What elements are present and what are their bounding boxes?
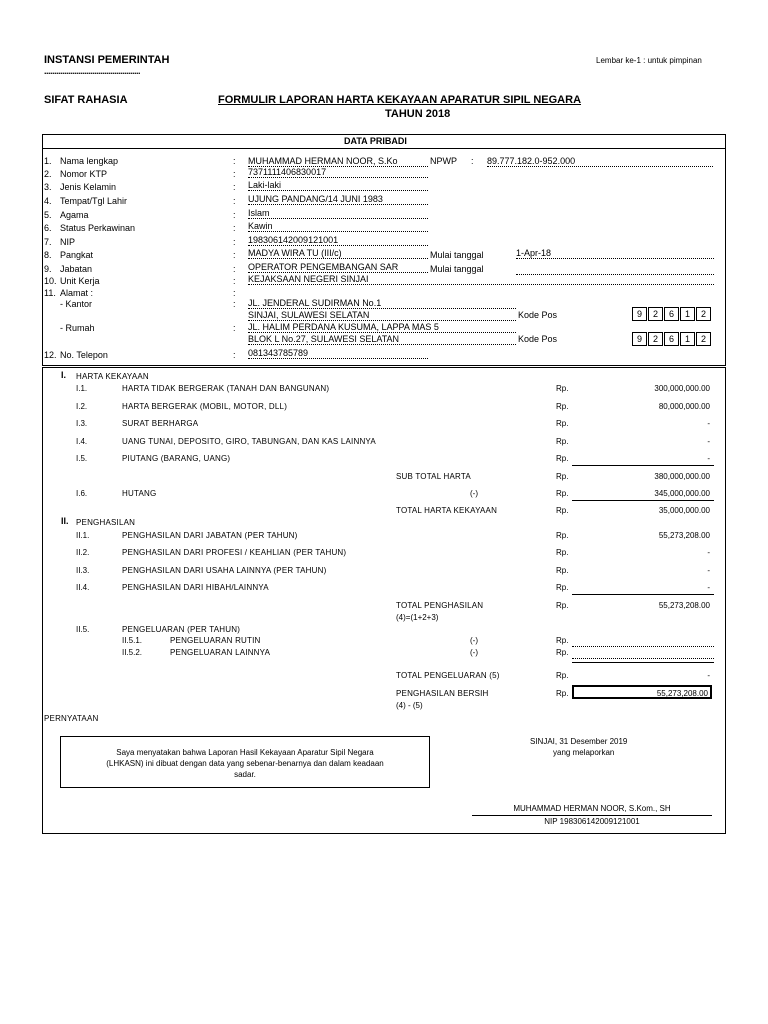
signer-name: MUHAMMAD HERMAN NOOR, S.Kom., SH — [513, 804, 671, 813]
form-title: FORMULIR LAPORAN HARTA KEKAYAAN APARATUR SIPIL NEGARA — [218, 94, 582, 106]
minus-sign: (-) — [470, 648, 478, 657]
row-value-religion: Islam — [248, 208, 428, 219]
total-expense-label: TOTAL PENGELUARAN (5) — [396, 671, 500, 680]
debt-no: I.6. — [76, 489, 88, 498]
secrecy-label: SIFAT RAHASIA — [44, 94, 128, 106]
postal-digit: 2 — [696, 332, 711, 346]
currency: Rp. — [556, 489, 569, 498]
net-income-label: PENGHASILAN BERSIH — [396, 689, 489, 698]
postal-digit: 1 — [680, 307, 695, 321]
row-colon: : — [233, 276, 236, 286]
sum-line — [572, 465, 714, 466]
signer-nip: NIP 198306142009121001 — [544, 817, 640, 826]
row-colon: : — [233, 288, 236, 298]
phone-value: 081343785789 — [248, 348, 428, 359]
row-value-name: MUHAMMAD HERMAN NOOR, S.Ko — [248, 156, 428, 167]
statement-line: Saya menyatakan bahwa Laporan Hasil Kekayaan Aparatur Sipil Negara — [116, 748, 374, 757]
asset-no: I.4. — [76, 437, 88, 446]
personal-section-title: DATA PRIBADI — [344, 136, 407, 146]
office-label: - Kantor — [60, 299, 93, 309]
currency: Rp. — [556, 689, 569, 698]
sum-line — [572, 662, 714, 663]
place-date: SINJAI, 31 Desember 2019 — [530, 737, 628, 746]
currency: Rp. — [556, 636, 569, 645]
asset-amount: - — [707, 419, 710, 428]
income-amount: - — [707, 548, 710, 557]
net-income-formula: (4) - (5) — [396, 701, 423, 710]
npwp-colon: : — [471, 156, 474, 166]
income-label: PENGHASILAN DARI USAHA LAINNYA (PER TAHUN) — [122, 566, 327, 575]
row-label: Tempat/Tgl Lahir — [60, 196, 128, 206]
row-no: 11. — [44, 288, 56, 298]
row-value-gender: Laki-laki — [248, 180, 428, 191]
asset-label: HARTA BERGERAK (MOBIL, MOTOR, DLL) — [122, 402, 288, 411]
income-label: PENGHASILAN DARI HIBAH/LAINNYA — [122, 583, 269, 592]
section-title-income: PENGHASILAN — [76, 518, 136, 527]
row-no: 12. — [44, 350, 57, 360]
row-no: 5. — [44, 210, 52, 220]
office-postal-label: Kode Pos — [518, 310, 558, 320]
sheet-note: Lembar ke-1 : untuk pimpinan — [596, 56, 702, 65]
npwp-label: NPWP — [430, 156, 457, 166]
row-colon: : — [233, 210, 236, 220]
currency: Rp. — [556, 506, 569, 515]
currency: Rp. — [556, 454, 569, 463]
asset-amount: 300,000,000.00 — [654, 384, 710, 393]
row-no: 4. — [44, 196, 52, 206]
expense-item-no: II.5.1. — [122, 636, 143, 645]
subtotal-amount: 380,000,000.00 — [654, 472, 710, 481]
sum-line — [572, 500, 714, 501]
postal-digit: 2 — [648, 332, 663, 346]
total-assets-label: TOTAL HARTA KEKAYAAN — [396, 506, 498, 515]
postal-digit: 9 — [632, 332, 647, 346]
agency-name: INSTANSI PEMERINTAH — [44, 54, 170, 66]
npwp-value: 89.777.182.0-952.000 — [487, 156, 713, 167]
section-number: I. — [61, 370, 67, 380]
expense-no: II.5. — [76, 625, 90, 634]
form-year: TAHUN 2018 — [385, 108, 451, 120]
total-income-label: TOTAL PENGHASILAN — [396, 601, 484, 610]
home-address-line1: JL. HALIM PERDANA KUSUMA, LAPPA MAS 5 — [248, 322, 516, 333]
asset-label: SURAT BERHARGA — [122, 419, 199, 428]
asset-label: PIUTANG (BARANG, UANG) — [122, 454, 231, 463]
asset-no: I.3. — [76, 419, 88, 428]
total-income-formula: (4)=(1+2+3) — [396, 613, 439, 622]
expense-title: PENGELUARAN (PER TAHUN) — [122, 625, 241, 634]
row-label: Alamat : — [60, 288, 94, 298]
home-colon: : — [233, 323, 236, 333]
net-income-amount: 55,273,208.00 — [572, 685, 712, 699]
row-label: Jenis Kelamin — [60, 182, 117, 192]
currency: Rp. — [556, 648, 569, 657]
row-label: Unit Kerja — [60, 276, 100, 286]
currency: Rp. — [556, 384, 569, 393]
row-value-position: OPERATOR PENGEMBANGAN SAR — [248, 262, 428, 273]
office-colon: : — [233, 299, 236, 309]
income-amount: - — [707, 583, 710, 592]
postal-digit: 6 — [664, 307, 679, 321]
row-value-unit: KEJAKSAAN NEGERI SINJAI — [248, 274, 714, 285]
row-colon: : — [233, 250, 236, 260]
postal-digit: 2 — [696, 307, 711, 321]
asset-amount: - — [707, 437, 710, 446]
income-no: II.2. — [76, 548, 90, 557]
row-colon: : — [233, 196, 236, 206]
rank-since-label: Mulai tanggal — [430, 250, 484, 260]
row-colon: : — [233, 264, 236, 274]
rank-since-value: 1-Apr-18 — [516, 248, 714, 259]
row-colon: : — [233, 237, 236, 247]
total-expense-amount: - — [707, 671, 710, 680]
currency: Rp. — [556, 402, 569, 411]
currency: Rp. — [556, 548, 569, 557]
income-label: PENGHASILAN DARI PROFESI / KEAHLIAN (PER TAHUN) — [122, 548, 347, 557]
row-value-nip: 198306142009121001 — [248, 235, 428, 246]
currency: Rp. — [556, 472, 569, 481]
minus-sign: (-) — [470, 636, 478, 645]
row-value-marital: Kawin — [248, 221, 428, 232]
asset-no: I.2. — [76, 402, 88, 411]
row-no: 6. — [44, 223, 52, 233]
row-label: Nama lengkap — [60, 156, 119, 166]
row-no: 9. — [44, 264, 52, 274]
statement-line: (LHKASN) ini dibuat dengan data yang sebenar-benarnya dan dalam keadaan — [106, 759, 384, 768]
total-assets-amount: 35,000,000.00 — [658, 506, 710, 515]
postal-digit: 1 — [680, 332, 695, 346]
amount-line — [572, 646, 714, 647]
row-no: 10. — [44, 276, 57, 286]
divider — [42, 148, 726, 149]
row-value-birth: UJUNG PANDANG/14 JUNI 1983 — [248, 194, 428, 205]
row-label: Nomor KTP — [60, 169, 108, 179]
row-colon: : — [233, 156, 236, 166]
row-value-ktp: 7371111406830017 — [248, 167, 428, 178]
office-address-line2: SINJAI, SULAWESI SELATAN — [248, 310, 516, 321]
row-no: 1. — [44, 156, 52, 166]
income-no: II.3. — [76, 566, 90, 575]
currency: Rp. — [556, 419, 569, 428]
currency: Rp. — [556, 531, 569, 540]
home-postal-label: Kode Pos — [518, 334, 558, 344]
currency: Rp. — [556, 583, 569, 592]
asset-amount: 80,000,000.00 — [658, 402, 710, 411]
section-title-assets: HARTA KEKAYAAN — [76, 372, 149, 381]
phone-colon: : — [233, 350, 236, 360]
office-address-line1: JL. JENDERAL SUDIRMAN No.1 — [248, 298, 516, 309]
sum-line — [572, 594, 714, 595]
income-amount: - — [707, 566, 710, 575]
income-no: II.4. — [76, 583, 90, 592]
asset-label: UANG TUNAI, DEPOSITO, GIRO, TABUNGAN, DAN KAS LAINNYA — [122, 437, 376, 446]
home-address-line2: BLOK L No.27, SULAWESI SELATAN — [248, 334, 516, 345]
row-label: Jabatan — [60, 264, 93, 274]
income-no: II.1. — [76, 531, 90, 540]
row-colon: : — [233, 169, 236, 179]
phone-label: No. Telepon — [60, 350, 108, 360]
row-colon: : — [233, 182, 236, 192]
postal-digit: 6 — [664, 332, 679, 346]
row-label: Status Perkawinan — [60, 223, 136, 233]
row-no: 3. — [44, 182, 52, 192]
statement-title: PERNYATAAN — [44, 714, 99, 723]
postal-digit: 9 — [632, 307, 647, 321]
debt-amount: 345,000,000.00 — [654, 489, 710, 498]
reporter-label: yang melaporkan — [553, 748, 615, 757]
row-no: 8. — [44, 250, 52, 260]
asset-label: HARTA TIDAK BERGERAK (TANAH DAN BANGUNAN) — [122, 384, 330, 393]
section-number: II. — [61, 516, 69, 526]
row-label: Pangkat — [60, 250, 94, 260]
row-label: NIP — [60, 237, 76, 247]
currency: Rp. — [556, 671, 569, 680]
row-value-rank: MADYA WIRA TU (III/c) — [248, 248, 428, 259]
row-label: Agama — [60, 210, 89, 220]
home-label: - Rumah — [60, 323, 95, 333]
asset-no: I.5. — [76, 454, 88, 463]
currency: Rp. — [556, 566, 569, 575]
postal-digit: 2 — [648, 307, 663, 321]
income-label: PENGHASILAN DARI JABATAN (PER TAHUN) — [122, 531, 298, 540]
amount-line — [572, 658, 714, 659]
asset-no: I.1. — [76, 384, 88, 393]
agency-dots: ................................................ — [44, 66, 141, 76]
row-no: 2. — [44, 169, 52, 179]
expense-item-label: PENGELUARAN LAINNYA — [170, 648, 271, 657]
row-no: 7. — [44, 237, 52, 247]
currency: Rp. — [556, 437, 569, 446]
income-amount: 55,273,208.00 — [658, 531, 710, 540]
debt-label: HUTANG — [122, 489, 157, 498]
position-since-label: Mulai tanggal — [430, 264, 484, 274]
expense-item-no: II.5.2. — [122, 648, 143, 657]
signature-line — [472, 815, 712, 816]
statement-line: sadar. — [234, 770, 256, 779]
subtotal-label: SUB TOTAL HARTA — [396, 472, 471, 481]
expense-item-label: PENGELUARAN RUTIN — [170, 636, 261, 645]
row-colon: : — [233, 223, 236, 233]
currency: Rp. — [556, 601, 569, 610]
total-income-amount: 55,273,208.00 — [658, 601, 710, 610]
minus-sign: (-) — [470, 489, 478, 498]
asset-amount: - — [707, 454, 710, 463]
